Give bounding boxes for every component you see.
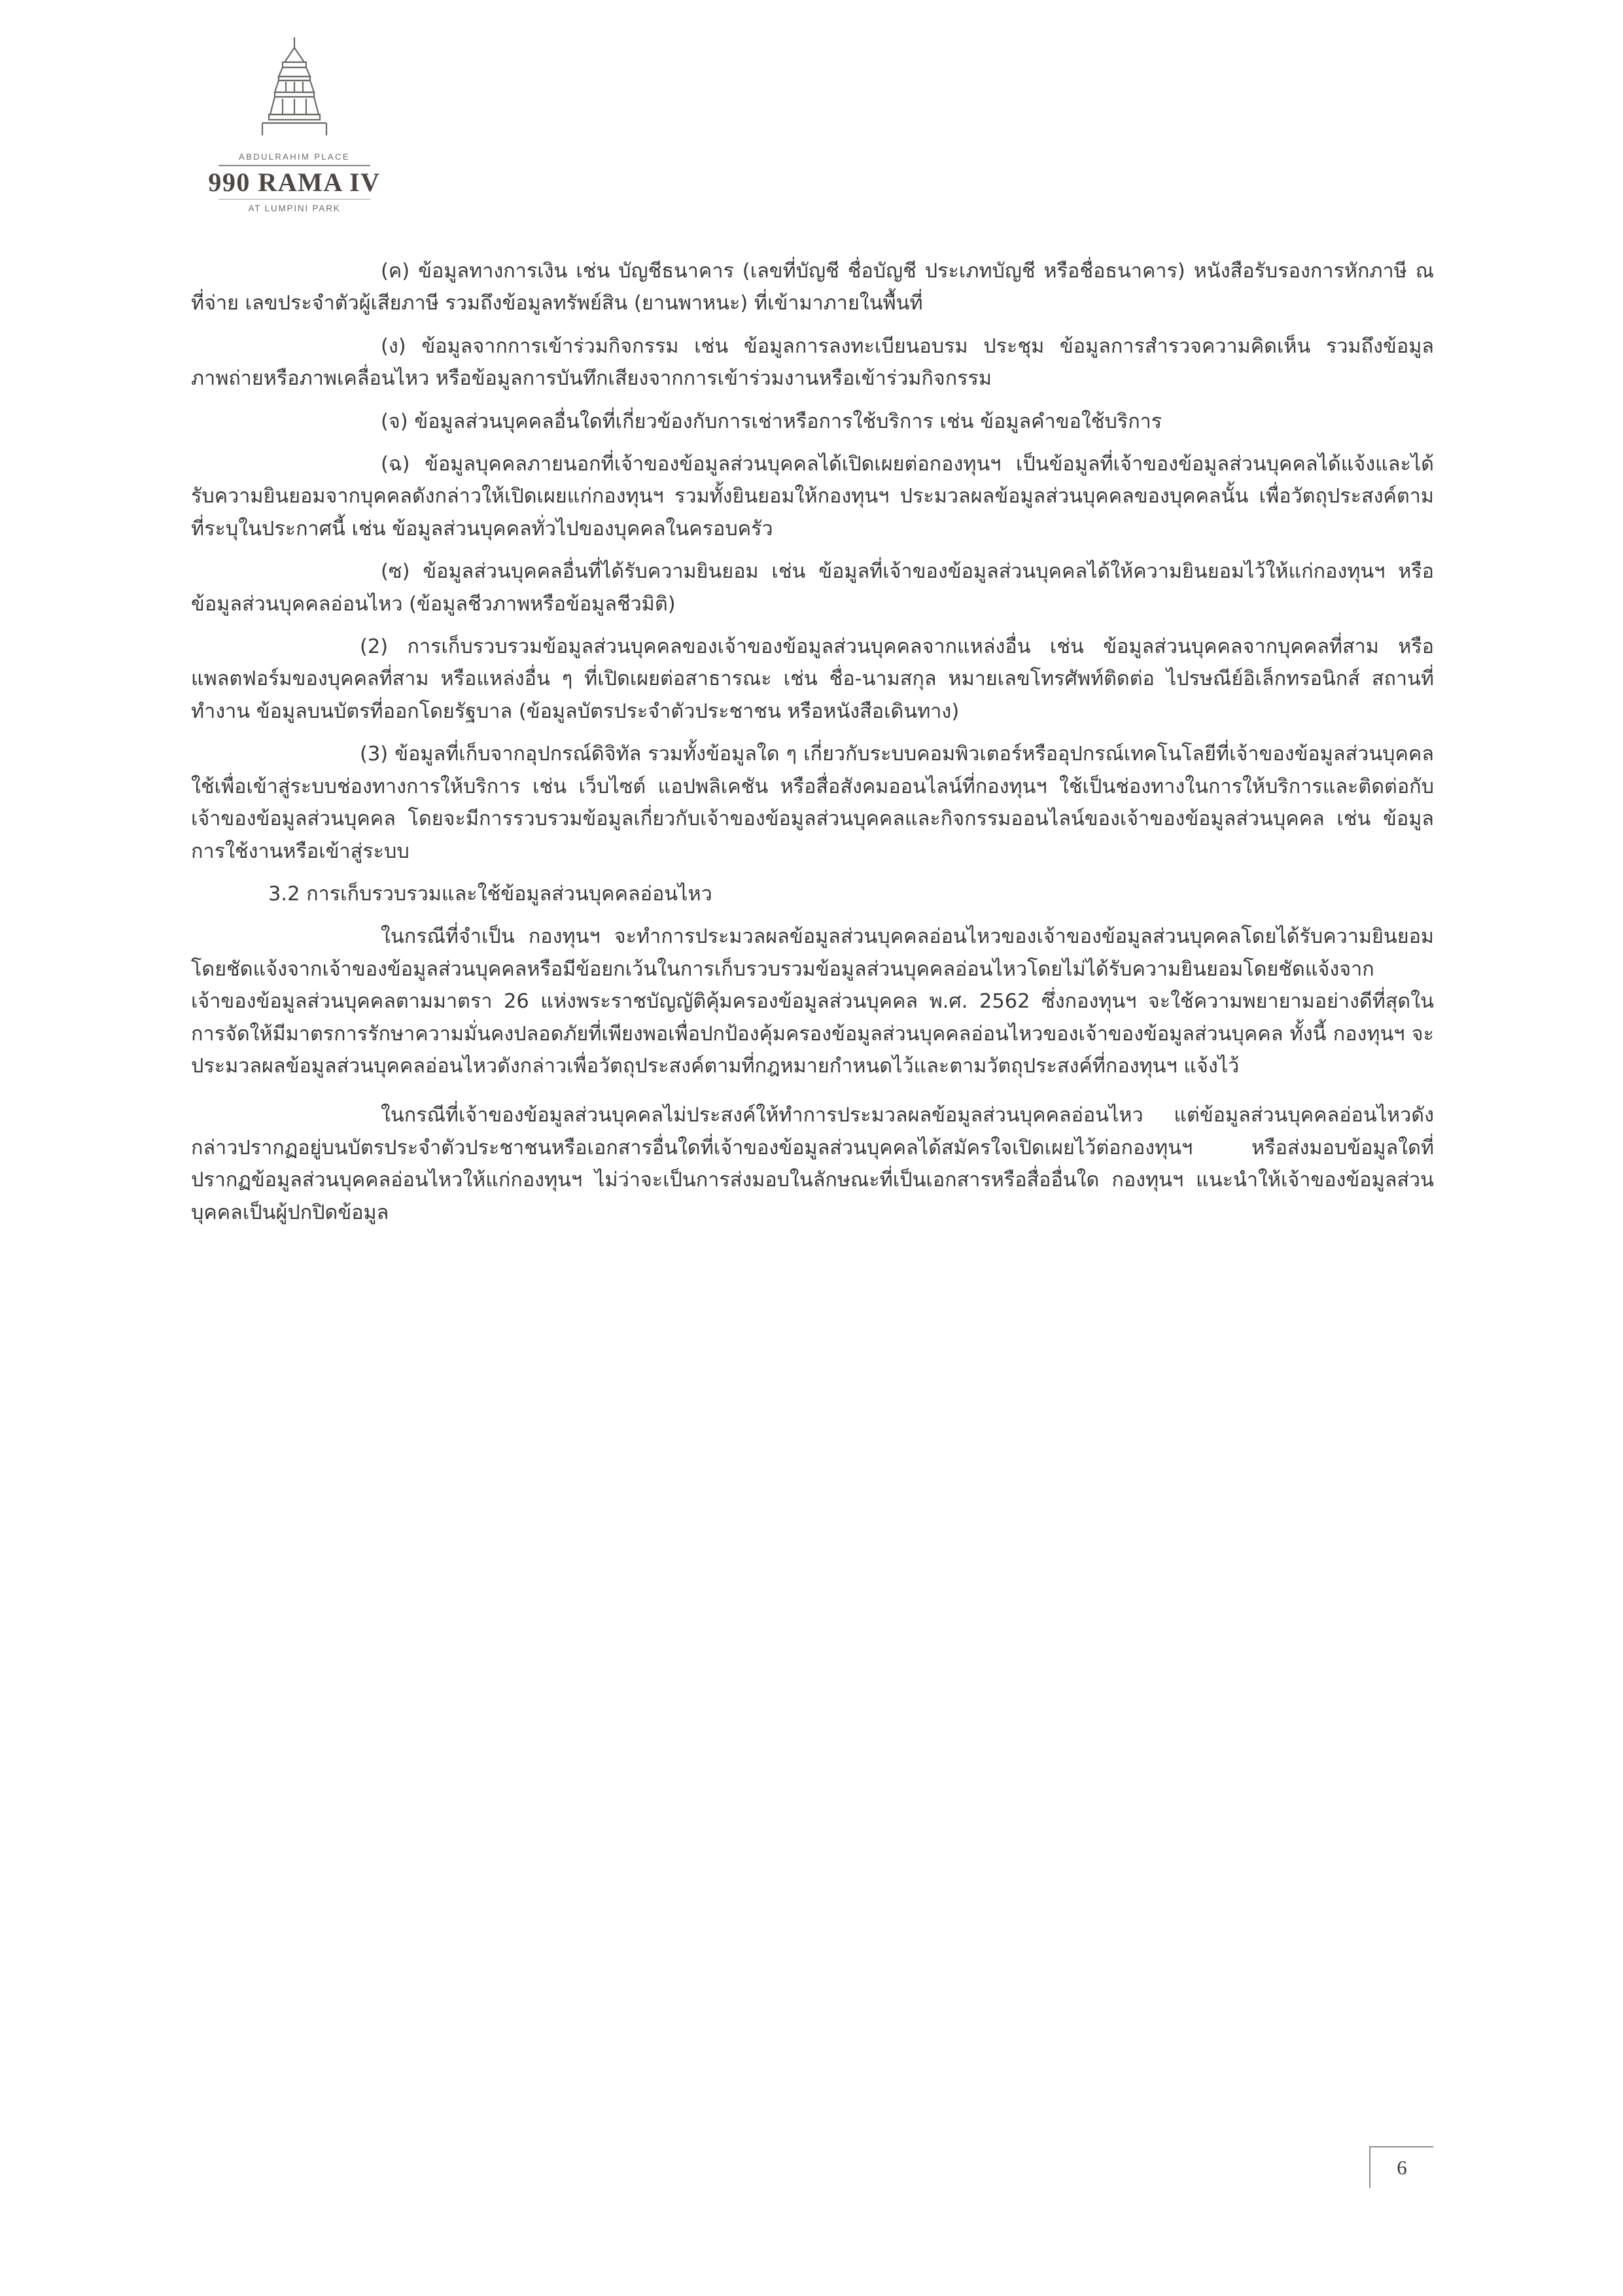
- letterhead: [196, 36, 393, 213]
- paragraph-kho: (ค) ข้อมูลทางการเงิน เช่น บัญชีธนาคาร (เลขที่บัญชี ชื่อบัญชี ประเภทบัญชี หรือชื่อธนาคาร) หนังสือรับรองการหักภาษี ณ ที่จ่าย เลขประจำตัวผู้เสียภาษี รวมถึงข้อมูลทรัพย์สิน (ยานพาหนะ) ที่เข้ามาภายในพื้นที่: [191, 260, 1434, 315]
- letterhead-tagline: AT LUMPINI PARK: [248, 203, 341, 213]
- paragraph-ngo: (ง) ข้อมูลจากการเข้าร่วมกิจกรรม เช่น ข้อมูลการลงทะเบียนอบรม ประชุม ข้อมูลการสำรวจความคิดเห็น รวมถึงข้อมูลภาพถ่ายหรือภาพเคลื่อนไหว หรือข้อมูลการบันทึกเสียงจากการเข้าร่วมงานหรือเข้าร่วมกิจกรรม: [191, 334, 1434, 391]
- paragraph-chho: (ฉ) ข้อมูลบุคคลภายนอกที่เจ้าของข้อมูลส่วนบุคคลได้เปิดเผยต่อกองทุนฯ เป็นข้อมูลที่เจ้าของข้อมูลส่วนบุคคลได้แจ้งและได้รับความยินยอมจากบุคคลดังกล่าวให้เปิดเผยแก่กองทุนฯ รวมทั้งยินยอมให้กองทุนฯ ประมวลผลข้อมูลส่วนบุคคลของบุคคลนั้น เพื่อวัตถุประสงค์ตามที่ระบุในประกาศนี้ เช่น ข้อมูลส่วนบุคคลทั่วไปของบุคคลในครอบครัว: [191, 453, 1434, 540]
- paragraph-item-3: (3) ข้อมูลที่เก็บจากอุปกรณ์ดิจิทัล รวมทั้งข้อมูลใด ๆ เกี่ยวกับระบบคอมพิวเตอร์หรืออุปกรณ์เทคโนโลยีที่เจ้าของข้อมูลส่วนบุคคลใช้เพื่อเข้าสู่ระบบช่องทางการให้บริการ เช่น เว็บไซต์ แอปพลิเคชัน หรือสื่อสังคมออนไลน์ที่กองทุนฯ ใช้เป็นช่องทางในการให้บริการและติดต่อกับเจ้าของข้อมูลส่วนบุคคล โดยจะมีการรวบรวมข้อมูลเกี่ยวกับเจ้าของข้อมูลส่วนบุคคลและกิจกรรมออนไลน์ของเจ้าของข้อมูลส่วนบุคคล เช่น ข้อมูลการใช้งานหรือเข้าสู่ระบบ: [191, 743, 1434, 863]
- tower-logo-icon: [196, 36, 393, 150]
- paragraph-item-2: (2) การเก็บรวบรวมข้อมูลส่วนบุคคลของเจ้าของข้อมูลส่วนบุคคลจากแหล่งอื่น เช่น ข้อมูลส่วนบุคคลจากบุคคลที่สาม หรือแพลตฟอร์มของบุคคลที่สาม หรือแหล่งอื่น ๆ ที่เปิดเผยต่อสาธารณะ เช่น ชื่อ-นามสกุล หมายเลขโทรศัพท์ติดต่อ ไปรษณีย์อิเล็กทรอนิกส์ สถานที่ทำงาน ข้อมูลบนบัตรที่ออกโดยรัฐบาล (ข้อมูลบัตรประจำตัวประชาชน หรือหนังสือเดินทาง): [191, 635, 1434, 723]
- letterhead-title: 990 RAMA IV: [208, 168, 381, 197]
- page-number: 6: [1369, 2146, 1433, 2188]
- paragraph-3-2-body-2: ในกรณีที่เจ้าของข้อมูลส่วนบุคคลไม่ประสงค์ให้ทำการประมวลผลข้อมูลส่วนบุคคลอ่อนไหว แต่ข้อมูลส่วนบุคคลอ่อนไหวดังกล่าวปรากฏอยู่บนบัตรประจำตัวประชาชนหรือเอกสารอื่นใดที่เจ้าของข้อมูลส่วนบุคคลได้สมัครใจเปิดเผยไว้ต่อกองทุนฯ หรือส่งมอบข้อมูลใดที่ปรากฏข้อมูลส่วนบุคคลอ่อนไหวให้แก่กองทุนฯ ไม่ว่าจะเป็นการส่งมอบในลักษณะที่เป็นเอกสารหรือสื่ออื่นใด กองทุนฯ แนะนำให้เจ้าของข้อมูลส่วนบุคคลเป็นผู้ปกปิดข้อมูล: [191, 1104, 1434, 1224]
- letterhead-subtitle: ABDULRAHIM PLACE: [239, 152, 350, 162]
- section-heading-3-2: 3.2 การเก็บรวบรวมและใช้ข้อมูลส่วนบุคคลอ่อนไหว: [268, 882, 712, 906]
- paragraph-so: (ซ) ข้อมูลส่วนบุคคลอื่นที่ได้รับความยินยอม เช่น ข้อมูลที่เจ้าของข้อมูลส่วนบุคคลได้ให้ความยินยอมไว้ให้แก่กองทุนฯ หรือข้อมูลส่วนบุคคลอ่อนไหว (ข้อมูลชีวภาพหรือข้อมูลชีวมิติ): [191, 560, 1434, 616]
- letterhead-rule-top: [218, 165, 370, 166]
- document-body: [191, 255, 1434, 1233]
- paragraph-3-2-body-1: ในกรณีที่จำเป็น กองทุนฯ จะทำการประมวลผลข้อมูลส่วนบุคคลอ่อนไหวของเจ้าของข้อมูลส่วนบุคคลโดยได้รับความยินยอมโดยชัดแจ้งจากเจ้าของข้อมูลส่วนบุคคลหรือมีข้อยกเว้นในการเก็บรวบรวมข้อมูลส่วนบุคคลอ่อนไหวโดยไม่ได้รับความยินยอมโดยชัดแจ้งจากเจ้าของข้อมูลส่วนบุคคลตามมาตรา 26 แห่งพระราชบัญญัติคุ้มครองข้อมูลส่วนบุคคล พ.ศ. 2562 ซึ่งกองทุนฯ จะใช้ความพยายามอย่างดีที่สุดในการจัดให้มีมาตรการรักษาความมั่นคงปลอดภัยที่เพียงพอเพื่อปกป้องคุ้มครองข้อมูลส่วนบุคคลอ่อนไหวของเจ้าของข้อมูลส่วนบุคคล ทั้งนี้ กองทุนฯ จะประมวลผลข้อมูลส่วนบุคคลอ่อนไหวดังกล่าวเพื่อวัตถุประสงค์ตามที่กฎหมายกำหนดไว้และตามวัตถุประสงค์ที่กองทุนฯ แจ้งไว้: [191, 925, 1434, 1078]
- letterhead-rule-bottom: [218, 199, 370, 200]
- paragraph-cho: (จ) ข้อมูลส่วนบุคคลอื่นใดที่เกี่ยวข้องกับการเช่าหรือการใช้บริการ เช่น ข้อมูลคำขอใช้บริการ: [381, 410, 1162, 433]
